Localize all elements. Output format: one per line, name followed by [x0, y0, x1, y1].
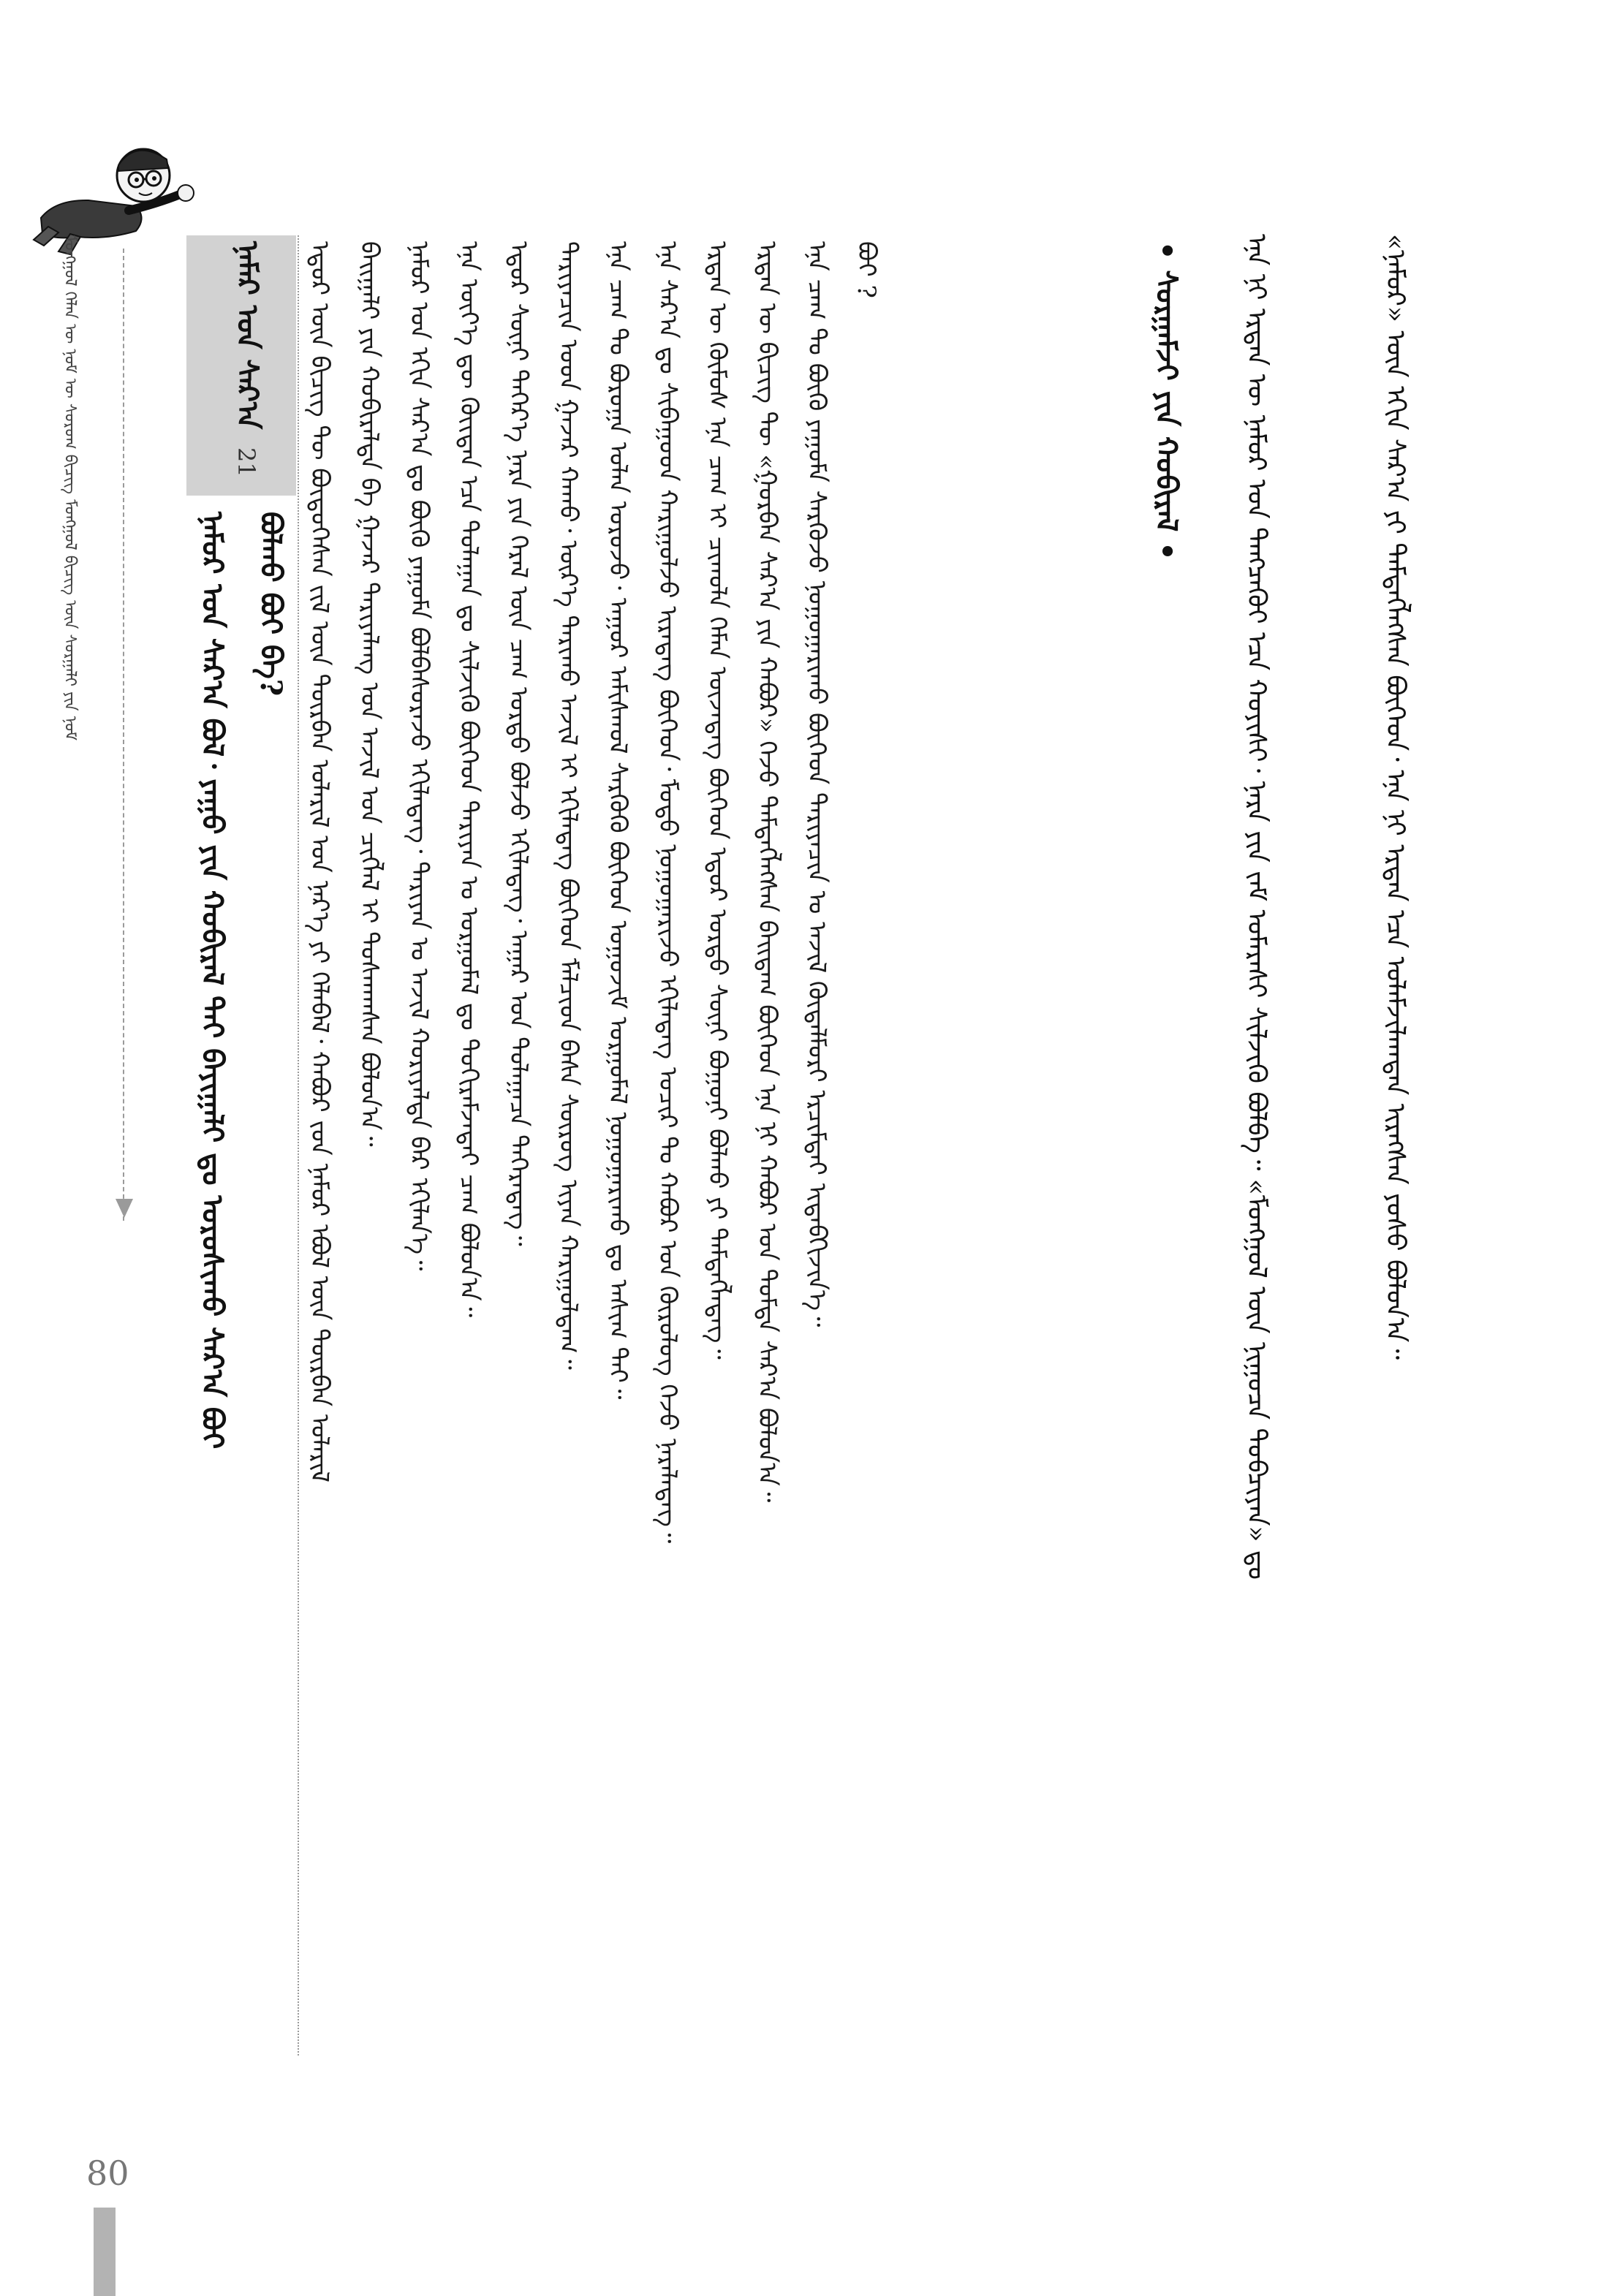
running-header-triangle-icon [116, 1199, 133, 1218]
body-column-1: ᠡᠳᠦᠷ ᠦᠨ ᠪᠢᠴᠢᠭ ᠲᠦ ᠪᠦᠲᠦᠭᠡᠰᠡᠨ ᠵᠢᠯ ᠦᠨ ᠳᠦᠷᠪᠡᠨ ᠤᠯᠠᠷᠢᠯ ᠤᠨ ᠨᠡᠷ᠎ᠡ ᠶᠢ ᠬᠡᠯᠡᠪᠡᠯ᠂ ᠬᠠᠪᠤᠷ ᠵᠤᠨ ᠨᠠᠮᠤᠷ ᠡᠪᠦᠯ ᠦᠨ ᠳᠦᠷᠪᠡᠨ ᠣᠯᠠᠷᠢᠯ [305, 241, 334, 1483]
subheading: • ᠰᠤᠷᠭᠠᠮᠵᠢ ᠶᠢᠨ ᠬᠤᠪᠢᠷᠠᠯ • [1149, 241, 1184, 561]
section-question-line-2: ᠪᠣᠯᠬᠤ ᠪᠤᠢ ᠪᠡ? [254, 512, 288, 697]
body-column-7: ᠡᠨᠡ ᠴᠠᠭ ᠲᠤ ᠪᠣᠷᠤᠭᠠ ᠤᠯᠠᠨ ᠤᠷᠤᠵᠤ᠂ ᠠᠭᠤᠷ ᠠᠮᠢᠰᠬᠤᠯ ᠰᠡᠷᠭᠦᠬᠦ ᠪᠥᠭᠡᠳ ᠤᠭᠤᠵᠢᠮ ᠤᠷᠭᠤᠮᠠᠯ ᠨᠣᠭᠣᠭᠠᠷᠢᠬᠤ ᠳᠤ ᠠᠰᠢᠭ ᠲᠠᠢ᠃ [603, 241, 632, 1400]
right-column-1: ᠡᠨᠡ ᠨᠢ ᠡᠷᠲᠡᠨ ᠦ ᠨᠠᠮᠤᠷ ᠤᠨ ᠲᠡᠩᠴᠡᠬᠦᠢ ᠡᠴᠡ ᠬᠣᠶᠢᠰᠢ᠂ ᠨᠠᠷᠠ ᠶᠢᠨ ᠵᠠᠮ ᠤᠮᠠᠷᠠᠰᠢ ᠰᠢᠯᠵᠢᠬᠦ ᠪᠣᠯᠪᠠ᠃ «ᠮᠣᠩᠭᠣᠯ ᠦᠨ ᠨᠢᠭᠤᠴᠠ ᠲᠣᠪᠴᠢᠶᠠᠨ» ᠳᠤ [1241, 234, 1271, 1580]
body-column-4: ᠡᠨᠡ ᠦᠶ᠎ᠡ ᠳᠦ ᠬᠦᠢᠲᠡᠨ ᠡᠴᠡ ᠳᠤᠯᠠᠭᠠᠨ ᠳᠤ ᠰᠢᠯᠵᠢᠬᠦ ᠪᠥᠭᠡᠳ ᠲᠠᠷᠢᠶᠠᠨ ᠤ ᠤᠷᠭᠤᠮᠠᠯ ᠳᠤ ᠲᠣᠬᠢᠷᠠᠮᠵᠠᠲᠠᠢ ᠴᠠᠭ ᠪᠣᠯᠤᠨ᠎ᠠ᠃ [454, 241, 483, 1318]
right-column-2: «ᠨᠠᠮᠤᠷ» ᠦᠨ ᠡᠬᠢᠨ ᠰᠠᠷ᠎ᠠ ᠶᠢ ᠲᠡᠮᠳᠡᠭᠯᠡᠭᠰᠡᠨ ᠪᠥᠭᠡᠳ᠂ ᠡᠨᠡ ᠨᠢ ᠡᠷᠲᠡᠨ ᠡᠴᠡ ᠤᠯᠠᠮᠵᠢᠯᠠᠭᠳᠠᠨ ᠢᠷᠡᠭᠰᠡᠨ ᠶᠣᠰᠤ ᠪᠣᠯᠤᠨ᠎ᠠ᠃ [1380, 234, 1410, 1360]
body-column-10: ᠡᠷᠲᠡᠨ ᠦ ᠪᠢᠴᠢᠭ ᠲᠦ «ᠭᠤᠷᠪᠠᠨ ᠰᠠᠷ᠎ᠠ ᠶᠢᠨ ᠬᠠᠪᠤᠷ» ᠭᠡᠵᠦ ᠲᠡᠮᠳᠡᠭᠯᠡᠭᠰᠡᠨ ᠪᠠᠢᠳᠠᠭ ᠪᠥᠭᠡᠳ ᠡᠨᠡ ᠨᠢ ᠬᠠᠪᠤᠷ ᠤᠨ ᠳᠤᠮᠳᠠ ᠰᠠᠷ᠎ᠠ ᠪᠣᠯᠤᠨ᠎ᠠ᠃ [752, 241, 782, 1503]
body-column-3: ᠨᠠᠮᠤᠷ ᠤᠨ ᠡᠬᠢᠨ ᠰᠠᠷ᠎ᠠ ᠳᠤ ᠪᠦᠬᠦ ᠶᠠᠭᠤᠮᠠ ᠪᠣᠯᠪᠠᠰᠤᠷᠠᠵᠤ ᠡᠬᠢᠯᠡᠳᠡᠭ᠂ ᠲᠠᠷᠢᠶᠠᠨ ᠤ ᠠᠵᠢᠯ ᠬᠤᠷᠢᠶᠠᠯᠲᠠ ᠪᠠᠷ ᠡᠬᠢᠯᠡᠨ᠎ᠡ᠃ [404, 241, 434, 1271]
body-column-2: ᠪᠠᠢᠭᠠᠯᠢ ᠶᠢᠨ ᠬᠤᠪᠢᠷᠠᠯᠲᠠ ᠪᠠ ᠭᠠᠵᠠᠷ ᠲᠠᠷᠢᠶᠠᠯᠠᠩ ᠤᠨ ᠠᠵᠢᠯ ᠤᠨ ᠴᠢᠭᠯᠡᠯ ᠢ ᠲᠤᠰᠬᠠᠭᠰᠠᠨ ᠪᠣᠯᠤᠨ᠎ᠠ᠃ [355, 241, 384, 1147]
section-title: ᠨᠠᠮᠠᠷ ᠤᠨ ᠰᠠᠷ᠎ᠠ [230, 241, 265, 430]
body-column-11: ᠡᠨᠡ ᠴᠠᠭ ᠲᠤ ᠪᠦᠬᠦ ᠶᠠᠭᠤᠮᠠ ᠰᠡᠷᠭᠦᠵᠦ ᠨᠣᠭᠣᠭᠠᠷᠢᠬᠤ ᠪᠥᠭᠡᠳ ᠲᠠᠷᠢᠶᠠᠴᠢᠨ ᠤ ᠠᠵᠢᠯ ᠬᠥᠳᠡᠯᠮᠦᠷᠢ ᠡᠷᠴᠢᠮᠲᠡᠢ ᠢᠳᠡᠪᠬᠢᠵᠢᠨ᠎ᠡ᠃ [802, 241, 831, 1327]
page-edge-bar [94, 2208, 116, 2296]
cartoon-character-icon [26, 130, 202, 254]
section-divider [298, 235, 299, 2056]
body-column-12: ᠪᠣᠢ ? [852, 241, 881, 298]
body-column-6: ᠲᠠᠷᠢᠶᠠᠴᠢᠨ ᠤᠳ ᠭᠠᠵᠠᠷ ᠬᠠᠬᠤ᠂ ᠦᠷ᠎ᠡ ᠲᠠᠷᠢᠬᠤ ᠠᠵᠢᠯ ᠢ ᠡᠬᠢᠯᠡᠳᠡᠭ ᠪᠥᠭᠡᠳ ᠮᠠᠯᠴᠢᠳ ᠪᠠᠰᠠ ᠰᠦᠷᠦᠭ ᠢᠶᠡᠨ ᠬᠠᠷᠢᠭᠤᠯᠳᠠᠭ᠃ [553, 241, 583, 1370]
page-number: 80 [86, 2153, 129, 2193]
section-question-line-1: ᠨᠠᠮᠤᠷ ᠤᠨ ᠰᠠᠷ᠎ᠠ ᠪᠣᠯ᠂ ᠶᠠᠭᠤ ᠶᠢᠨ ᠬᠤᠪᠢᠷᠠᠯ ᠲᠠᠢ ᠪᠠᠶᠢᠭᠠᠯᠢ ᠳᠤ ᠣᠷᠣᠰᠢᠬᠤ ᠰᠠᠷ᠎ᠠ ᠪᠣᠢ [195, 512, 230, 1450]
running-header: ᠮᠣᠩᠭᠣᠯ ᠬᠡᠯᠡᠨ ᠦ ᠨᠣᠮ ᠦ ᠰᠤᠷᠤᠬ ᠪᠢᠴᠢᠭ᠌ ᠎ᠮᠣᠩᠭᠣᠯ ᠪᠢᠴᠢᠭ᠌ ᠦᠨ ᠰᠤᠷᠭᠠᠯᠢ ᠶᠢᠨ ᠨᠣᠮ [61, 235, 79, 741]
body-column-8: ᠡᠨᠡ ᠰᠠᠷ᠎ᠠ ᠳᠤ ᠰᠢᠪᠠᠭᠤᠳ ᠬᠠᠷᠢᠭᠤᠯᠵᠤ ᠢᠷᠡᠳᠡᠭ ᠪᠥᠭᠡᠳ᠂ ᠮᠣᠳᠣ ᠨᠣᠭᠣᠭᠠᠷᠢᠵᠤ ᠡᠬᠢᠯᠡᠳᠡᠭ ᠤᠴᠢᠷ ᠲᠤ ᠬᠠᠪᠤᠷ ᠤᠨ ᠬᠦᠷᠦᠯᠦᠭ ᠭᠡᠵᠦ ᠨᠡᠷᠡᠯᠡᠳᠡᠭ᠃ [653, 241, 682, 1544]
section-number: 21 [232, 447, 260, 477]
body-column-5: ᠡᠳᠦᠷ ᠰᠥᠨᠢ ᠳᠡᠭᠡᠷ᠎ᠡ ᠨᠠᠷᠠ ᠶᠢᠨ ᠭᠡᠷᠡᠯ ᠦᠨ ᠴᠠᠭ ᠤᠷᠲᠤ ᠪᠣᠯᠵᠤ ᠡᠬᠢᠯᠡᠳᠡᠭ᠂ ᠠᠭᠠᠷ ᠤᠨ ᠳᠤᠯᠠᠭᠠᠴᠠ ᠳᠡᠭᠡᠷᠡᠳᠡᠭ᠃ [504, 241, 533, 1246]
body-column-9: ᠡᠷᠲᠡᠨ ᠦ ᠬᠦᠮᠦᠰ ᠡᠨᠡ ᠴᠠᠭ ᠢ ᠴᠢᠬᠤᠯᠠ ᠬᠡᠮᠡᠨ ᠦᠵᠡᠳᠡᠭ ᠪᠥᠭᠡᠳ ᠡᠳᠦᠷ ᠤᠷᠲᠤ ᠰᠥᠨᠢ ᠪᠣᠭᠤᠨᠢ ᠪᠣᠯᠬᠤ ᠶᠢ ᠲᠡᠮᠳᠡᠭᠯᠡᠳᠡᠭ᠃ [703, 241, 732, 1360]
running-header-rule [123, 249, 124, 1221]
